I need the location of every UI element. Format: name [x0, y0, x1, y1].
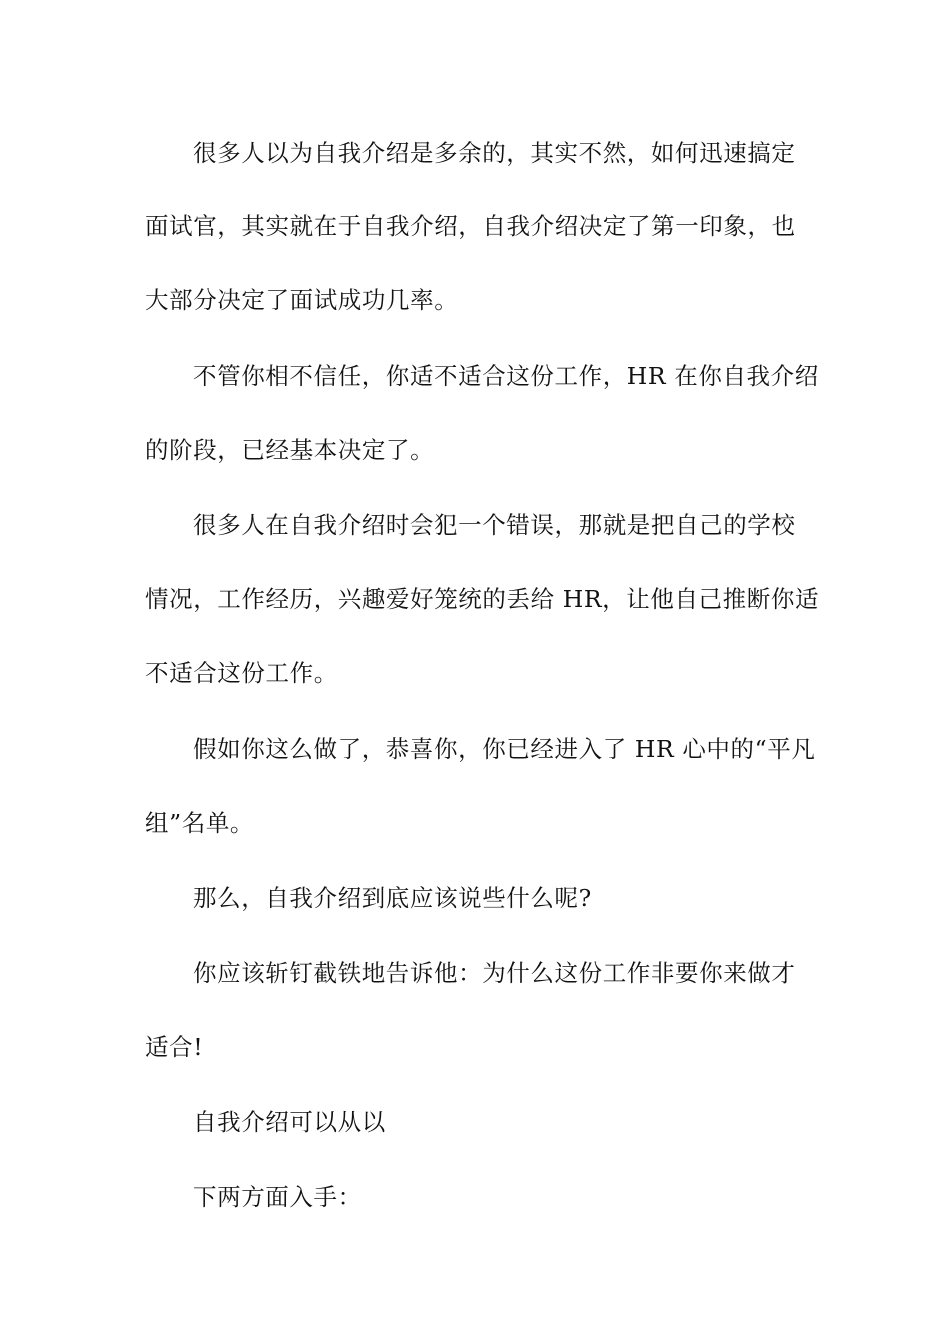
paragraph-3-line-2: 情况，工作经历，兴趣爱好笼统的丢给 HR，让他自己推断你适 — [145, 585, 820, 613]
paragraph-1-line-1: 很多人以为自我介绍是多余的，其实不然，如何迅速搞定 — [193, 139, 796, 167]
paragraph-2-line-2: 的阶段，已经基本决定了。 — [145, 436, 435, 464]
paragraph-6-line-1: 你应该斩钉截铁地告诉他：为什么这份工作非要你来做才 — [193, 959, 796, 987]
paragraph-5-line-1: 那么，自我介绍到底应该说些什么呢? — [193, 884, 592, 912]
paragraph-1-line-3: 大部分决定了面试成功几率。 — [145, 286, 459, 314]
paragraph-7-line-1: 自我介绍可以从以 — [193, 1108, 386, 1136]
paragraph-3-line-1: 很多人在自我介绍时会犯一个错误，那就是把自己的学校 — [193, 511, 796, 539]
paragraph-2-line-1: 不管你相不信任，你适不适合这份工作，HR 在你自我介绍 — [193, 362, 819, 390]
paragraph-4-line-1: 假如你这么做了，恭喜你，你已经进入了 HR 心中的“平凡 — [193, 735, 816, 763]
paragraph-8-line-1: 下两方面入手： — [193, 1183, 362, 1211]
paragraph-6-line-2: 适合! — [145, 1033, 204, 1061]
paragraph-1-line-2: 面试官，其实就在于自我介绍，自我介绍决定了第一印象，也 — [145, 212, 796, 240]
paragraph-3-line-3: 不适合这份工作。 — [145, 659, 338, 687]
paragraph-4-line-2: 组”名单。 — [145, 809, 255, 837]
